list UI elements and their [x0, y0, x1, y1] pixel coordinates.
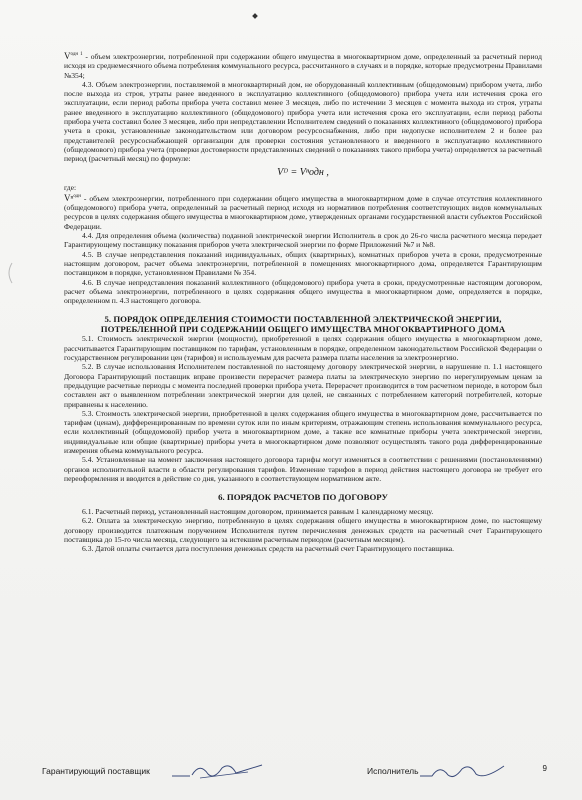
paragraph-4-4: 4.4. Для определения объема (количества) поданной электрической энергии Исполнитель в срок до 26-го числа расчетного месяца передает Гарантирующему поставщику показания приборов учета электрической энергии по форме Приложений №7 и №8.	[64, 231, 542, 250]
where-label: где:	[64, 182, 77, 192]
paragraph-6-1: 6.1. Расчетный период, установленный настоящим договором, принимается равным 1 календарному месяцу.	[82, 507, 434, 517]
paragraph-4-5: 4.5. В случае непредставления показаний индивидуальных, общих (квартирных), комнатных приборов учета в сроки, предусмотренные настоящим договором, расчет объема электроэнергии, потребленной в помещениях многоквартирного дома, определяется Гарантирующим поставщиком в порядке, установленном Правилами № 354.	[64, 249, 542, 278]
paragraph-6-3: 6.3. Датой оплаты считается дата поступления денежных средств на расчетный счет Гарантирующего поставщика.	[82, 544, 455, 554]
paragraph-5-2: 5.2. В случае использования Исполнителем поставленной по настоящему договору электрической энергии, в нарушение п. 1.1 настоящего Договора Гарантирующий поставщик вправе произвести перерасчет размера платы за электрическую энергию по нерегулируемым ценам за предыдущие расчетные периоды с момента последней проверки прибора учета. Перерасчет производится в том расчетном периоде, в котором был составлен акт о выявленном потреблении электрической энергии для целей, не связанных с потреблением категорий потребителей, которые приравнены к населению.	[64, 362, 542, 409]
paragraph-v-odn1-text: - объем электроэнергии, потребленной при содержании общего имущества в многоквартирном доме, определенный за расчетный период исходя из среднемесячного объема потребления коммунального ресурса, рассчитанного в случаях и в порядке, которые предусмотрены Правилами №354;	[64, 52, 542, 80]
paragraph-4-6: 4.6. В случае непредставления показаний коллективного (общедомового) прибора учета в сроки, предусмотренные настоящим договором, расчет объема электроэнергии, потребленного в целях содержания общего имущества в многоквартирном доме, определяется в порядке, определенном п. 4.3 настоящего договора.	[64, 277, 542, 306]
scan-mark	[252, 13, 258, 19]
footer	[42, 760, 547, 784]
section-6-heading: 6. ПОРЯДОК РАСЧЕТОВ ПО ДОГОВОРУ	[218, 492, 388, 503]
paragraph-5-3: 5.3. Стоимость электрической энергии, приобретенной в целях содержания общего имущества в многоквартирном доме, рассчитывается по тарифам (ценам), дифференцированным по времени суток или по иным критериям, отражающим степень использования коммунального ресурса, если коллективный (общедомовой) прибор учета в многоквартирном доме, а также все комнатные приборы учета электрической энергии, индивидуальные или общие (квартирные) приборы учета в многоквартирном доме позволяют осуществлять такого рода дифференцированные измерения объема коммунального ресурса.	[64, 408, 542, 455]
executor-signature	[418, 760, 508, 782]
page-number: 9	[542, 764, 547, 773]
paragraph-6-2: 6.2. Оплата за электрическую энергию, потребленную в целях содержания общего имущества в многоквартирном доме, по настоящему договору производится платежным поручением Исполнителя путем перечисления денежных средств на расчетный счет Гарантирующего поставщика до 15-го числа месяца, следующего за истекшим расчетным периодом (расчетным месяцем).	[64, 516, 542, 545]
executor-label: Исполнитель	[367, 766, 419, 776]
v-symbol: $V^{одн 1}$	[64, 51, 83, 61]
paragraph-vn-text: - объем электроэнергии, потребленного при содержании общего имущества в многоквартирном доме в случае отсутствия коллективного (общедомового) прибора учета, определенный за расчетный период исходя из нормативов потребления соответствующих видов коммунальных ресурсов в целях содержания общего имущества в многоквартирном доме, утвержденных органами государственной власти субъектов Российской Федерации.	[64, 193, 543, 231]
paragraph-vn	[64, 192, 542, 231]
section-5-heading-line2: ПОТРЕБЛЕННОЙ ПРИ СОДЕРЖАНИИ ОБЩЕГО ИМУЩЕСТВА МНОГОКВАРТИРНОГО ДОМА	[100, 324, 506, 335]
supplier-signature	[170, 760, 265, 782]
paragraph-v-odn1	[64, 50, 542, 80]
margin-mark	[4, 262, 14, 284]
paragraph-5-1: 5.1. Стоимость электрической энергии (мощности), приобретенной в целях содержания общего имущества в многоквартирном доме, рассчитывается Гарантирующим поставщиком по тарифам, установленным в порядке, определенном законодательством Российской Федерации о государственном регулировании цен (тарифов) и используемым для расчета размера платы населения за электроэнергию.	[64, 334, 542, 363]
formula: Vᴰ = Vⁿодн ,	[277, 166, 329, 178]
supplier-label: Гарантирующий поставщик	[42, 766, 150, 776]
section-5-heading-line1: 5. ПОРЯДОК ОПРЕДЕЛЕНИЯ СТОИМОСТИ ПОСТАВЛЕННОЙ ЭЛЕКТРИЧЕСКОЙ ЭНЕРГИИ,	[104, 314, 502, 325]
vn-symbol: Vⁿ$^{одн}$	[64, 192, 81, 203]
paragraph-5-4: 5.4. Установленные на момент заключения настоящего договора тарифы могут изменяться в соответствии с решениями (постановлениями) органов исполнительной власти в области регулирования тарифов. Изменение тарифов в период действия настоящего договора не требует его переоформления и вводится в действие со дня, указанного в соответствующем нормативном акте.	[64, 455, 542, 483]
document-body	[64, 50, 542, 554]
paragraph-4-3: 4.3. Объем электроэнергии, поставляемой в многоквартирный дом, не оборудованный коллективным (общедомовым) прибором учета, либо после выхода из строя, утраты ранее введенного в эксплуатацию коллективного (общедомового) прибора учета или истечения срока его эксплуатации, если период работы прибора учета составил менее 3 месяцев, либо по истечении 3 месяцев с момента выхода из строя, утраты ранее введенного в эксплуатацию коллективного (общедомового) прибора учета или истечения срока его эксплуатации, если период работы прибора учета составил более 3 месяцев, либо при непредставлении Исполнителем сведений о показаниях коллективного (общедомового) прибора учета в сроки, установленные законодательством или договором ресурсоснабжения, либо при недопуске исполнителем 2 и более раз представителей ресурсоснабжающей организации для проверки состояния установленного и введенного в эксплуатацию коллективного (общедомового) прибора учета (проверки достоверности представленных сведений о показаниях такого прибора учета) определяется за расчетный период (расчетный месяц) по формуле:	[64, 79, 542, 164]
